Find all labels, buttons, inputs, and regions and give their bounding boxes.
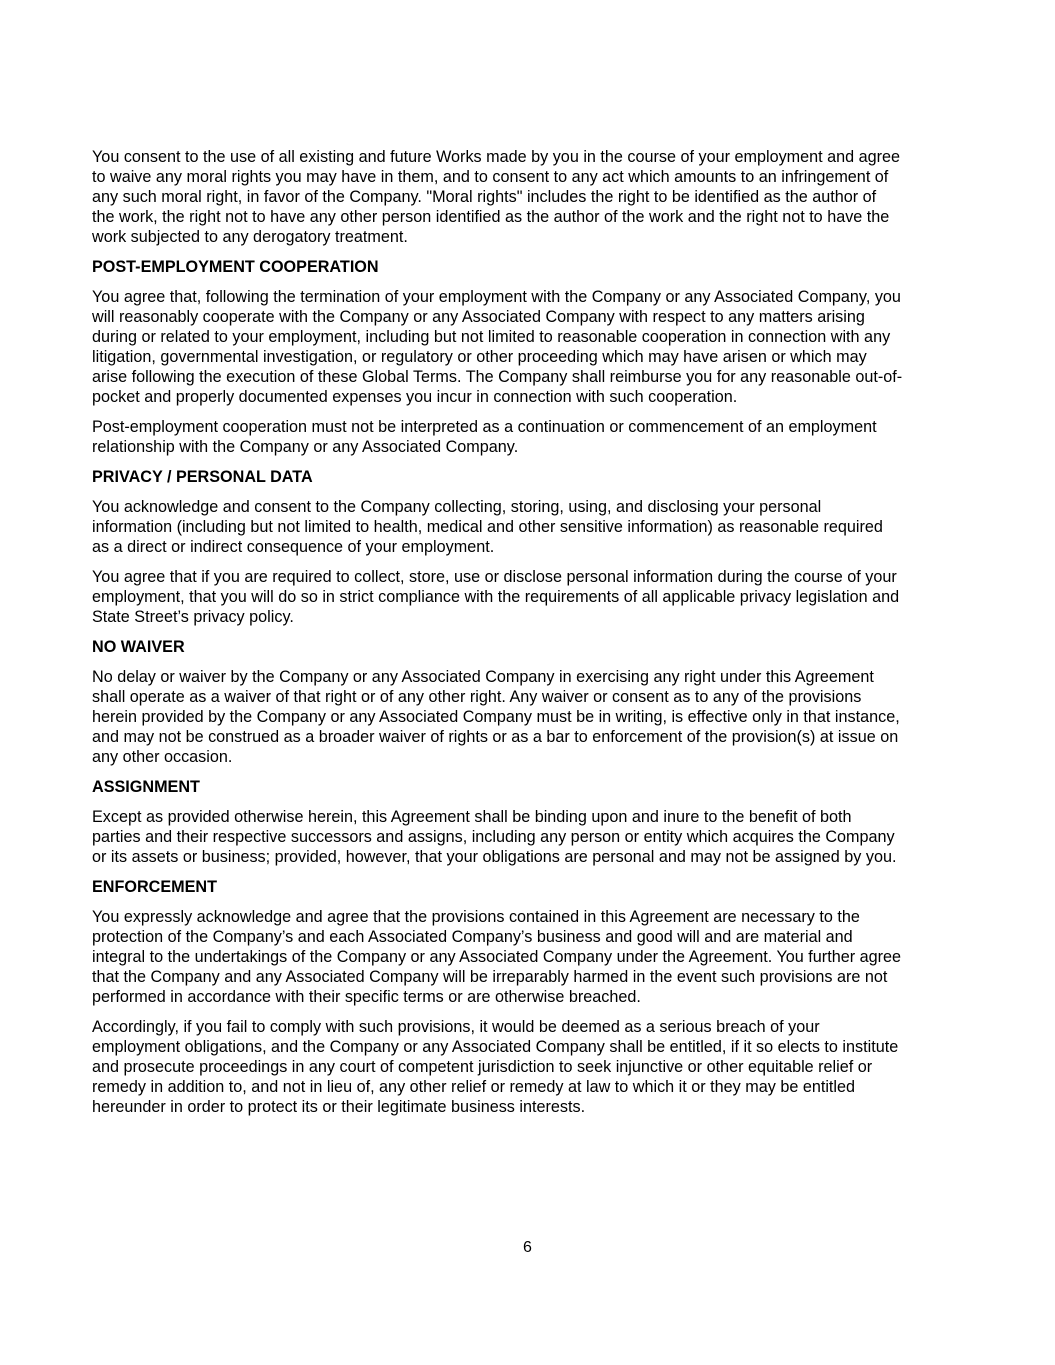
paragraph-cooperation-obligation: You agree that, following the termination of your employment with the Company or any Associated Company, you will reasonably cooperate with the Company or any Associated Company with respect to any matters arising during or related to your employment, including but not limited to reasonable cooperation in connection with any litigation, governmental investigation, or regulatory or other proceeding which may have arisen or which may arise following the execution of these Global Terms. The Company shall reimburse you for any reasonable out-of- pocket and properly documented expenses you incur in connection with such cooperation. bbox=[92, 288, 903, 406]
document-body bbox=[92, 147, 962, 1127]
heading-enforcement: ENFORCEMENT bbox=[92, 878, 218, 896]
heading-privacy-personal-data: PRIVACY / PERSONAL DATA bbox=[92, 468, 313, 486]
heading-no-waiver: NO WAIVER bbox=[92, 638, 185, 656]
heading-post-employment-cooperation: POST-EMPLOYMENT COOPERATION bbox=[92, 258, 379, 276]
paragraph-moral-rights: You consent to the use of all existing and future Works made by you in the course of your employment and agree to waive any moral rights you may have in them, and to consent to any act which amounts to an infringement of any such moral right, in favor of the Company. "Moral rights" includes the right to be identified as the author of the work, the right not to have any other person identified as the author of the work and the right not to have the work subjected to any derogatory treatment. bbox=[92, 148, 901, 246]
paragraph-cooperation-not-employment: Post-employment cooperation must not be interpreted as a continuation or commencement of an employment relationship with the Company or any Associated Company. bbox=[92, 418, 877, 456]
page-number: 6 bbox=[523, 1239, 532, 1256]
paragraph-privacy-consent: You acknowledge and consent to the Company collecting, storing, using, and disclosing your personal information (including but not limited to health, medical and other sensitive information) as reasonable required as a direct or indirect consequence of your employment. bbox=[92, 498, 883, 556]
paragraph-enforcement-acknowledgement: You expressly acknowledge and agree that the provisions contained in this Agreement are necessary to the protection of the Company’s and each Associated Company’s business and good will and are material and integral to the undertakings of the Company or any Associated Company under the Agreement. You further agree that the Company and any Associated Company will be irreparably harmed in the event such provisions are not performed in accordance with their specific terms or are otherwise breached. bbox=[92, 908, 901, 1006]
heading-assignment: ASSIGNMENT bbox=[92, 778, 200, 796]
paragraph-privacy-compliance: You agree that if you are required to collect, store, use or disclose personal information during the course of your employment, that you will do so in strict compliance with the requirements of all applicable privacy legislation and State Street’s privacy policy. bbox=[92, 568, 900, 626]
paragraph-no-waiver: No delay or waiver by the Company or any Associated Company in exercising any right under this Agreement shall operate as a waiver of that right or of any other right. Any waiver or consent as to any of the provisions herein provided by the Company or any Associated Company must be in writing, is effective only in that instance, and may not be construed as a broader waiver of rights or as a bar to enforcement of the provision(s) at issue on any other occasion. bbox=[92, 668, 900, 766]
paragraph-assignment: Except as provided otherwise herein, this Agreement shall be binding upon and inure to the benefit of both parties and their respective successors and assigns, including any person or entity which acquires the Company or its assets or business; provided, however, that your obligations are personal and may not be assigned by you. bbox=[92, 808, 897, 866]
paragraph-enforcement-remedies: Accordingly, if you fail to comply with such provisions, it would be deemed as a serious breach of your employment obligations, and the Company or any Associated Company shall be entitled, if it so elects to institute and prosecute proceedings in any court of competent jurisdiction to seek injunctive or other equitable relief or remedy in addition to, and not in lieu of, any other relief or remedy at law to which it or they may be entitled hereunder in order to protect its or their legitimate business interests. bbox=[92, 1018, 899, 1116]
